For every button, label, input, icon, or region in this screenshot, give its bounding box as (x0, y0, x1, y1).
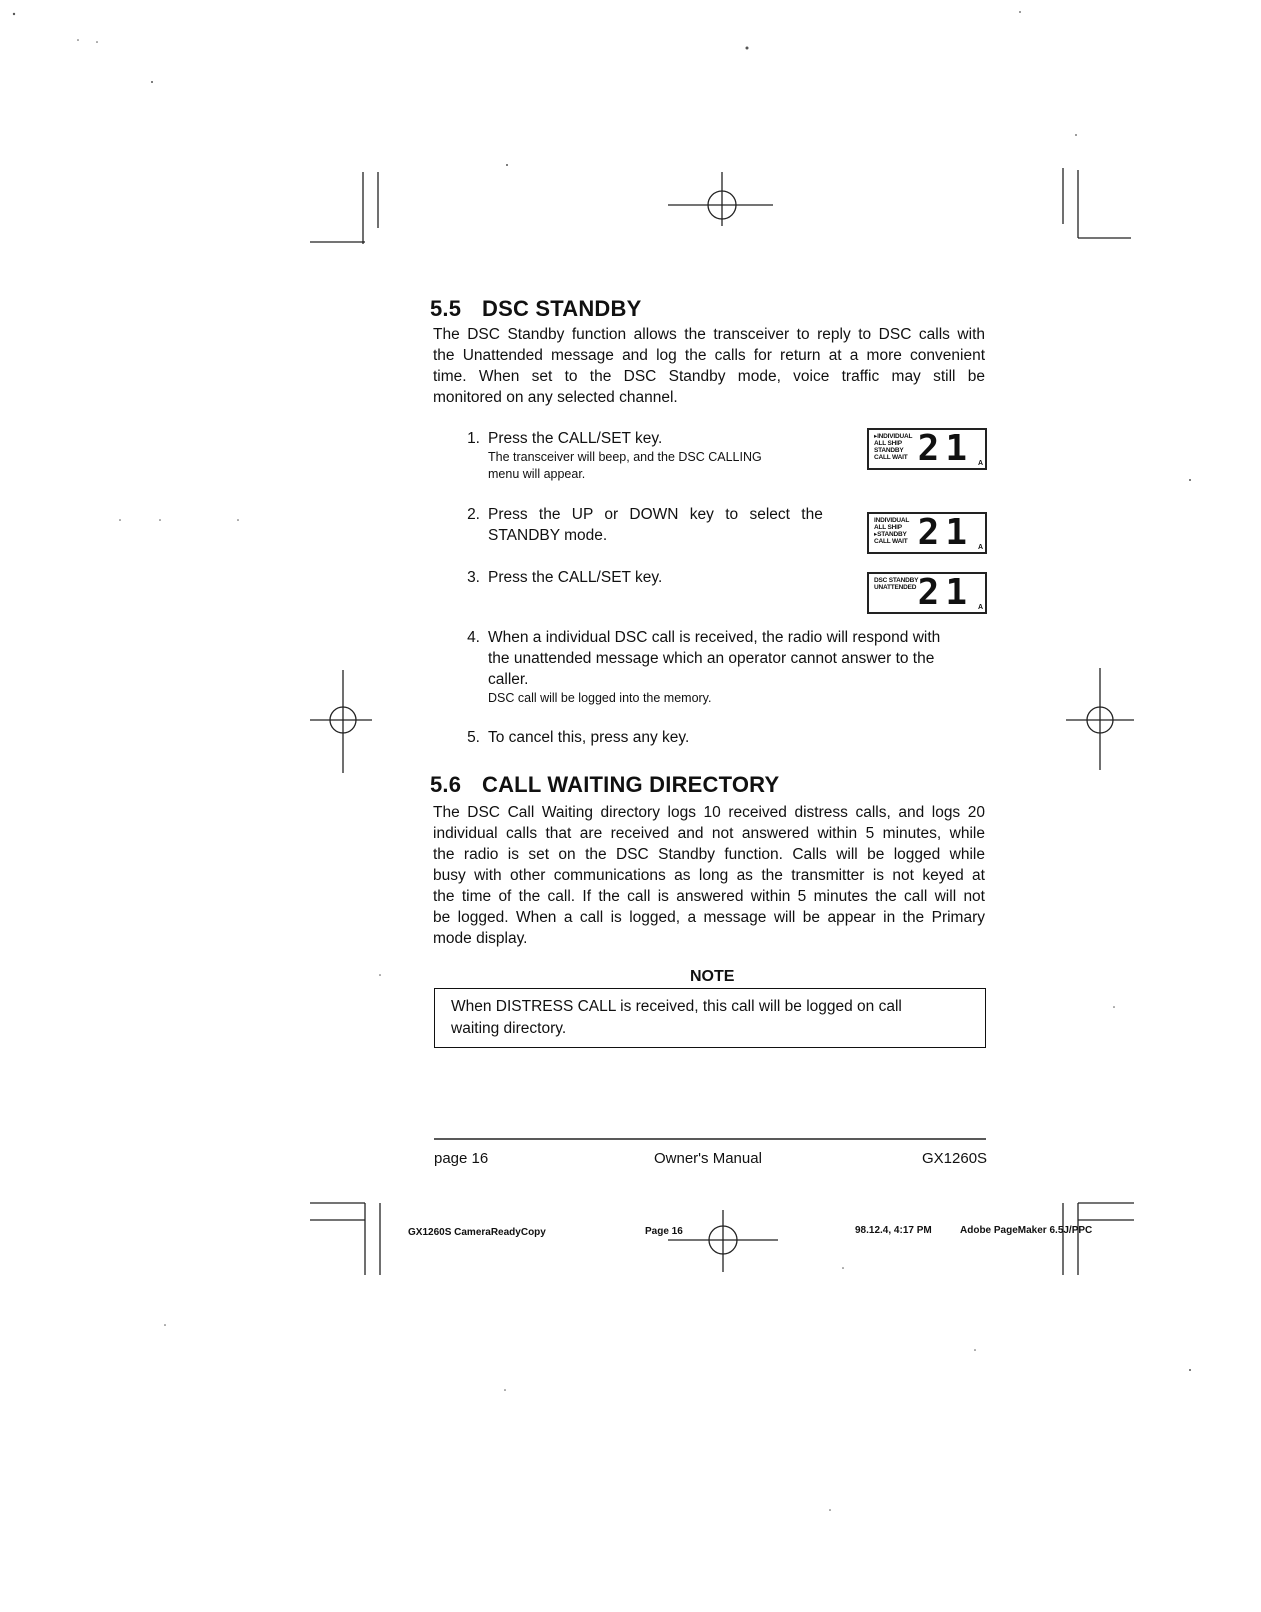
step-text: STANDBY mode. (488, 527, 608, 544)
body-line: the time of the call. If the call is answered within 5 minutes the call will not (433, 888, 985, 905)
step-text: the unattended message which an operator cannot answer to the (488, 650, 935, 667)
intro-line: the Unattended message and log the calls for return at a more convenient (433, 347, 985, 364)
step-number: 1. (467, 430, 480, 447)
body-line: busy with other communications as long as the transmitter is not keyed at (433, 867, 985, 884)
body-line: individual calls that are received and not answered within 5 minutes, while (433, 825, 985, 842)
slug-file-name: GX1260S CameraReadyCopy (408, 1227, 546, 1238)
step-subtext: menu will appear. (488, 467, 586, 481)
lcd-display-standby-selected (867, 512, 987, 554)
step-number: 5. (467, 729, 480, 746)
section-heading-dsc-standby (430, 296, 641, 322)
step-number: 2. (467, 506, 480, 523)
section-number: 5.5 (430, 296, 462, 321)
footer-model: GX1260S (922, 1150, 988, 1167)
lcd-menu-text: ▸INDIVIDUAL ALL SHIP STANDBY CALL WAIT (874, 433, 913, 461)
section-heading-call-waiting (430, 772, 779, 798)
body-line: mode display. (433, 930, 528, 947)
lcd-channel: 21 (917, 512, 973, 553)
note-label: NOTE (690, 968, 735, 985)
body-line: The DSC Call Waiting directory logs 10 received distress calls, and logs 20 (433, 804, 985, 821)
note-line: waiting directory. (451, 1020, 567, 1037)
note-box (434, 988, 986, 1048)
slug-page: Page 16 (645, 1226, 683, 1237)
lcd-flag: A (977, 460, 983, 467)
step-text: When a individual DSC call is received, the radio will respond with (488, 629, 941, 646)
lcd-display-calling-menu (867, 428, 987, 470)
step-number: 4. (467, 629, 480, 646)
body-line: be logged. When a call is logged, a message will be appear in the Primary (433, 909, 985, 926)
step-number: 3. (467, 569, 480, 586)
step-text: Press the CALL/SET key. (488, 569, 663, 586)
step-subtext: The transceiver will beep, and the DSC CALLING (488, 450, 762, 464)
section-title: DSC STANDBY (482, 296, 642, 321)
step-subtext: DSC call will be logged into the memory. (488, 691, 712, 705)
section-title: CALL WAITING DIRECTORY (482, 772, 780, 797)
lcd-channel: 21 (917, 572, 973, 613)
step-text: Press the CALL/SET key. (488, 430, 663, 447)
lcd-display-dsc-standby (867, 572, 987, 614)
step-text: caller. (488, 671, 529, 688)
step-text: To cancel this, press any key. (488, 729, 690, 746)
lcd-menu-text: INDIVIDUAL ALL SHIP ▸STANDBY CALL WAIT (874, 517, 910, 545)
step-text: Press the UP or DOWN key to select the (488, 506, 823, 523)
intro-line: monitored on any selected channel. (433, 389, 678, 406)
section-number: 5.6 (430, 772, 462, 797)
footer-page-number: page 16 (434, 1150, 489, 1167)
intro-line: The DSC Standby function allows the transceiver to reply to DSC calls with (433, 326, 985, 343)
lcd-flag: A (977, 604, 983, 611)
slug-date: 98.12.4, 4:17 PM (855, 1225, 932, 1236)
footer-manual-title: Owner's Manual (654, 1150, 762, 1167)
intro-line: time. When set to the DSC Standby mode, voice traffic may still be (433, 368, 985, 385)
lcd-menu-text: DSC STANDBY UNATTENDED (874, 577, 919, 591)
note-line: When DISTRESS CALL is received, this call will be logged on call (451, 998, 902, 1015)
slug-application: Adobe PageMaker 6.5J/PPC (960, 1225, 1093, 1236)
body-line: the radio is set on the DSC Standby function. Calls will be logged while (433, 846, 985, 863)
lcd-channel: 21 (917, 428, 973, 469)
lcd-flag: A (977, 544, 983, 551)
